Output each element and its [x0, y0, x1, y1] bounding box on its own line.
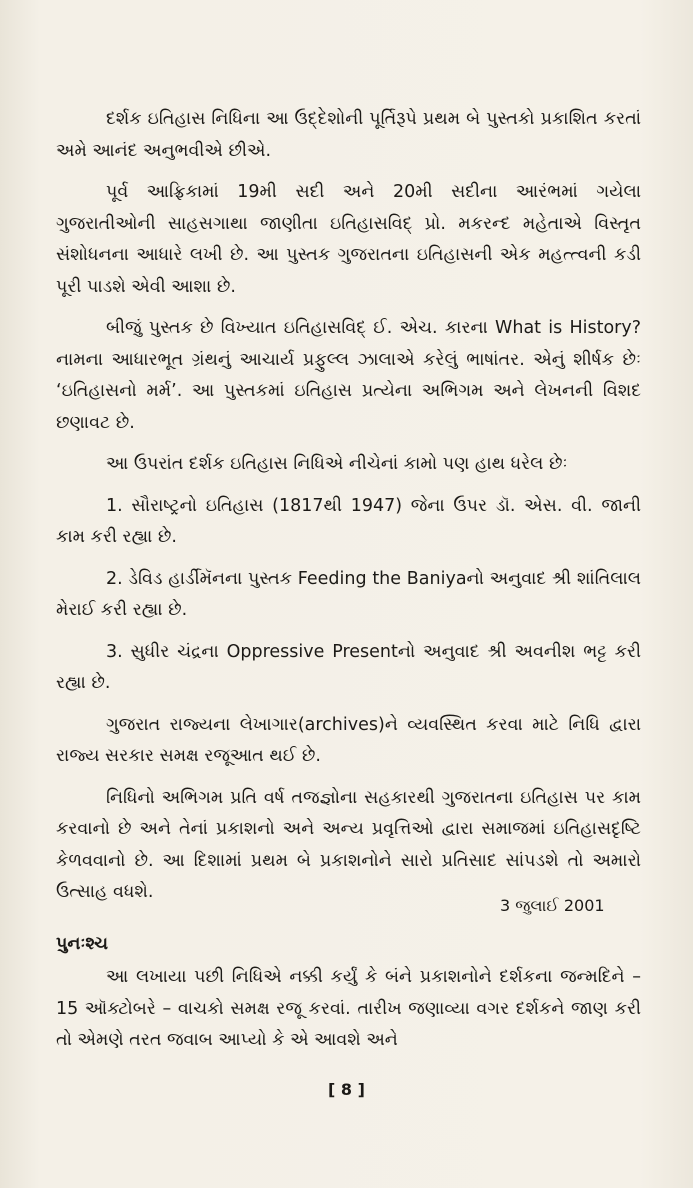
list-item-work-1: 1. સૌરાષ્ટ્રનો ઇતિહાસ (1817થી 1947) જેના ઉપર ડૉ. એસ. વી. જાની કામ કરી રહ્યા છે. [56, 495, 641, 547]
postscript-heading: પુનઃશ્ચ [56, 934, 108, 954]
signing-date: 3 જુલાઈ 2001 [500, 896, 605, 915]
paragraph-archives: ગુજરાત રાજ્યના લેખાગાર(archives)ને વ્યવસ્થિત કરવા માટે નિધિ દ્વારા રાજ્ય સરકાર સમક્ષ રજૂઆત થઈ છે. [56, 714, 641, 766]
postscript-text: આ લખાયા પછી નિધિએ નક્કી કર્યું કે બંને પ્રકાશનોને દર્શકના જન્મદિને – 15 ઑક્ટોબરે – વાચકો સમક્ષ રજૂ કરવાં. તારીખ જણાવ્યા વગર દર્શકને જાણ કરી તો એમણે તરત જવાબ આપ્યો કે એ આવશે અને [56, 967, 641, 1050]
body-text [56, 104, 641, 919]
list-item-work-2: 2. ડેવિડ હાર્ડીમૅનના પુસ્તક Feeding the Baniyaનો અનુવાદ શ્રી શાંતિલાલ મેરાઈ કરી રહ્યા છે. [56, 568, 641, 620]
paragraph-intro: દર્શક ઇતિહાસ નિધિના આ ઉદ્દેશોની પૂર્તિરૂપે પ્રથમ બે પુસ્તકો પ્રકાશિત કરતાં અમે આનંદ અનુભવીએ છીએ. [56, 109, 641, 161]
paragraph-other-works: આ ઉપરાંત દર્શક ઇતિહાસ નિધિએ નીચેનાં કામો પણ હાથ ધરેલ છેઃ [106, 454, 568, 474]
paragraph-second-book: બીજું પુસ્તક છે વિખ્યાત ઇતિહાસવિદ્ ઈ. એચ. કારના What is History? નામના આધારભૂત ગ્રંથનું આચાર્ય પ્રફુલ્લ ઝાલાએ કરેલું ભાષાંતર. એનું શીર્ષક છેઃ ‘ઇતિહાસનો મર્મ’. આ પુસ્તકમાં ઇતિહાસ પ્રત્યેના અભિગમ અને લેખનની વિશદ છણાવટ છે. [56, 318, 641, 433]
list-item-work-3: 3. સુધીર ચંદ્રના Oppressive Presentનો અનુવાદ શ્રી અવનીશ ભટ્ટ કરી રહ્યા છે. [56, 641, 641, 693]
page-number: [ 8 ] [328, 1080, 365, 1099]
paragraph-first-book: પૂર્વ આફ્રિકામાં 19મી સદી અને 20મી સદીના આરંભમાં ગયેલા ગુજરાતીઓની સાહસગાથા જાણીતા ઇતિહાસવિદ્ પ્રો. મકરન્દ મહેતાએ વિસ્તૃત સંશોધનના આધારે લખી છે. આ પુસ્તક ગુજરાતના ઇતિહાસની એક મહત્ત્વની કડી પૂરી પાડશે એવી આશા છે. [56, 182, 641, 297]
paragraph-approach: નિધિનો અભિગમ પ્રતિ વર્ષ તજજ્ઞોના સહકારથી ગુજરાતના ઇતિહાસ પર કામ કરવાનો છે અને તેનાં પ્રકાશનો અને અન્ય પ્રવૃત્તિઓ દ્વારા સમાજમાં ઇતિહાસદૃષ્ટિ કેળવવાનો છે. આ દિશામાં પ્રથમ બે પ્રકાશનોને સારો પ્રતિસાદ સાંપડશે તો અમારો ઉત્સાહ વધશે. [56, 787, 641, 902]
